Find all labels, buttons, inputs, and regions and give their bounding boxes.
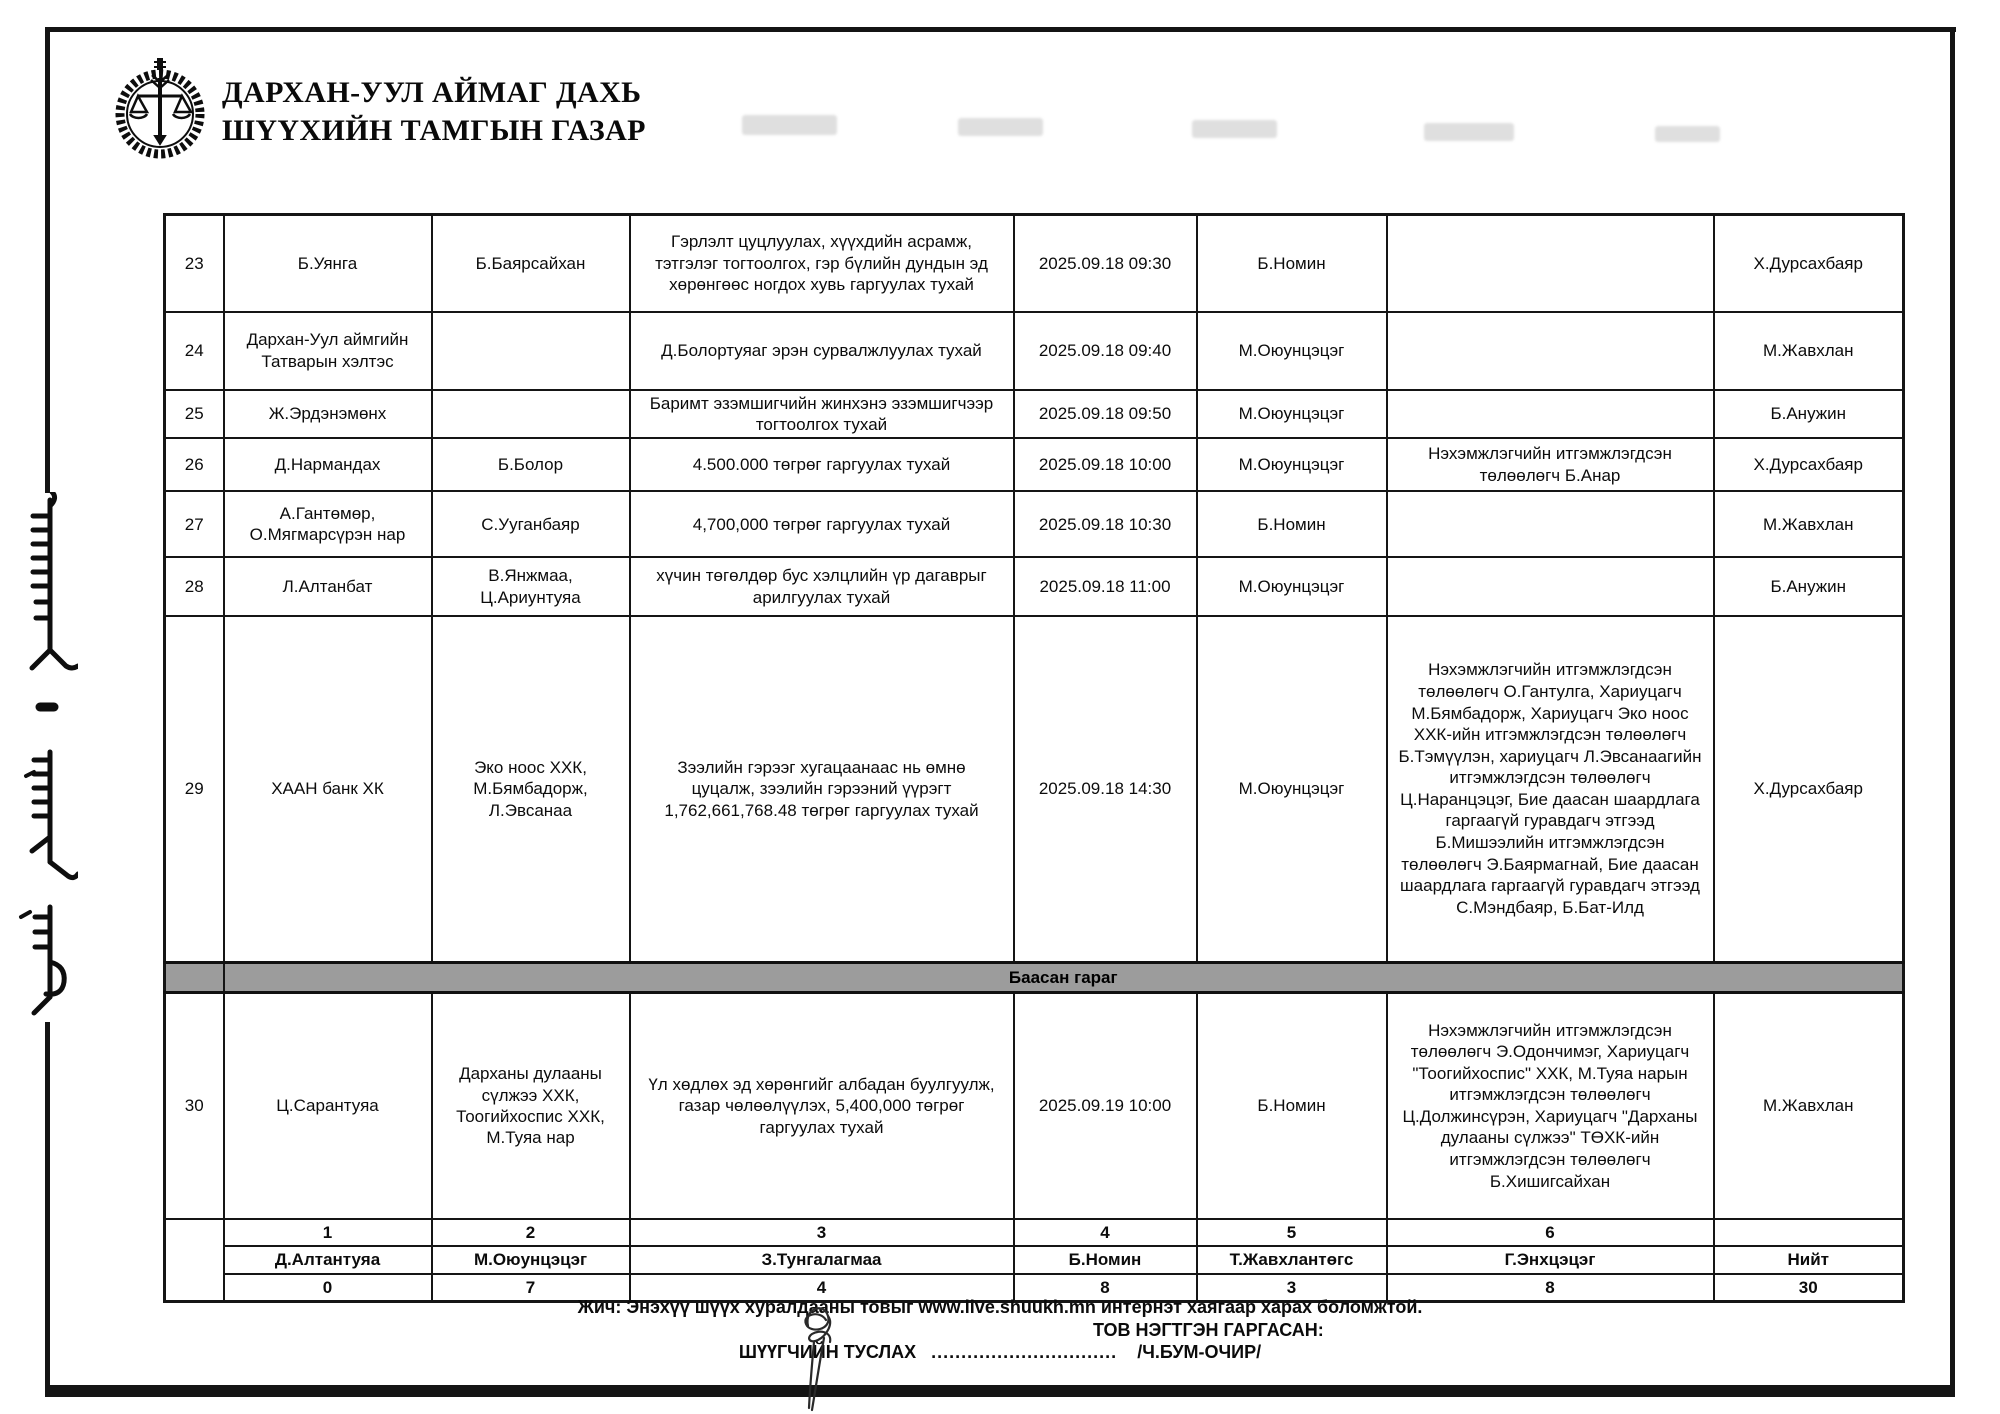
cell-no: 29 xyxy=(165,616,224,962)
cell-plaintiff: Ж.Эрдэнэмөнх xyxy=(224,390,432,439)
cell-representatives: Нэхэмжлэгчийн итгэмжлэгдсэн төлөөлөгч Э.Одончимэг, Хариуцагч "Тоогийхоспис" ХХК, М.Туяа нарын итгэмжлэгдсэн төлөөлөгч Ц.Должинсүрэн, Хариуцагч "Дарханы дулааны сүлжээ" ТӨХК-ийн итгэмжлэгдсэн төлөөлөгч Б.Хишигсайхан xyxy=(1387,992,1714,1219)
summary-count: 7 xyxy=(432,1274,630,1302)
cell-no: 23 xyxy=(165,215,224,312)
cell-no: 27 xyxy=(165,491,224,557)
cell-judge: М.Оюунцэцэг xyxy=(1197,557,1387,616)
summary-index: 6 xyxy=(1387,1219,1714,1246)
cell-subject: Үл хөдлөх эд хөрөнгийг албадан буулгуулж, газар чөлөөлүүлэх, 5,400,000 төгрөг гаргуулах тухай xyxy=(630,992,1014,1219)
cell-subject: 4,700,000 төгрөг гаргуулах тухай xyxy=(630,491,1014,557)
cell-representatives xyxy=(1387,215,1714,312)
cell-judge: М.Оюунцэцэг xyxy=(1197,390,1387,439)
cell-no: 26 xyxy=(165,438,224,491)
summary-index: 4 xyxy=(1014,1219,1197,1246)
table-row xyxy=(165,992,1904,1219)
cell-plaintiff: А.Гантөмөр, О.Мягмарсүрэн нар xyxy=(224,491,432,557)
cell-subject: 4.500.000 төгрөг гаргуулах тухай xyxy=(630,438,1014,491)
cell-datetime: 2025.09.18 09:50 xyxy=(1014,390,1197,439)
cell-subject: Зээлийн гэрээг хугацаанаас нь өмнө цуцалж, зээлийн гэрээний үүрэгт 1,762,661,768.48 төгрөг гаргуулах тухай xyxy=(630,616,1014,962)
cell-plaintiff: ХААН банк ХК xyxy=(224,616,432,962)
vertical-mongolian-script xyxy=(6,492,78,1022)
summary-index: 3 xyxy=(630,1219,1014,1246)
day-separator-row xyxy=(165,962,1904,992)
summary-count: 0 xyxy=(224,1274,432,1302)
org-title-line2: ШҮҮХИЙН ТАМГЫН ГАЗАР xyxy=(222,114,646,147)
footer-note: Жич: Энэхүү шүүх хуралдааны товыг www.live.shuukh.mn интернэт хаягаар харах боломжтой. xyxy=(577,1297,1423,1317)
summary-judge: Д.Алтантуяа xyxy=(224,1246,432,1273)
summary-judge: З.Тунгалагмаа xyxy=(630,1246,1014,1273)
court-emblem-icon xyxy=(110,56,210,164)
cell-datetime: 2025.09.18 10:30 xyxy=(1014,491,1197,557)
cell-secretary: Х.Дурсахбаяр xyxy=(1714,616,1904,962)
summary-total-label: Нийт xyxy=(1714,1246,1904,1273)
cell-defendant xyxy=(432,390,630,439)
cell-subject: Д.Болортуяаг эрэн сурвалжлуулах тухай xyxy=(630,312,1014,390)
cell-judge: М.Оюунцэцэг xyxy=(1197,616,1387,962)
summary-index: 2 xyxy=(432,1219,630,1246)
cell-secretary: Б.Анужин xyxy=(1714,557,1904,616)
cell-subject: хүчин төгөлдөр бус хэлцлийн үр дагаврыг арилгуулах тухай xyxy=(630,557,1014,616)
summary-judge: Г.Энхцэцэг xyxy=(1387,1246,1714,1273)
summary-judge: М.Оюунцэцэг xyxy=(432,1246,630,1273)
cell-representatives xyxy=(1387,312,1714,390)
summary-index-row xyxy=(165,1219,1904,1246)
cell-representatives xyxy=(1387,390,1714,439)
cell-defendant: С.Ууганбаяр xyxy=(432,491,630,557)
cell-datetime: 2025.09.19 10:00 xyxy=(1014,992,1197,1219)
table-row xyxy=(165,491,1904,557)
cell-secretary: М.Жавхлан xyxy=(1714,491,1904,557)
page-border-left-upper xyxy=(45,27,50,493)
assistant-title: ШҮҮГЧИЙН ТУСЛАХ xyxy=(738,1342,917,1362)
cell-no: 28 xyxy=(165,557,224,616)
cell-defendant: Б.Болор xyxy=(432,438,630,491)
scan-artifact xyxy=(1655,126,1720,142)
day-separator-spacer xyxy=(165,962,224,992)
cell-representatives: Нэхэмжлэгчийн итгэмжлэгдсэн төлөөлөгч О.Гантулга, Хариуцагч М.Бямбадорж, Хариуцагч Эко ноос ХХК-ийн итгэмжлэгдсэн төлөөлөгч Б.Тэмүүлэн, хариуцагч Л.Эвсанаагийн итгэмжлэгдсэн төлөөлөгч Ц.Наранцэцэг, Бие даасан шаардлага гаргаагүй гуравдагч этгээд Б.Мишээлийн итгэмжлэгдсэн төлөөлөгч Э.Баярмагнай, Бие даасан шаардлага гаргаагүй гуравдагч этгээд С.Мэндбаяр, Б.Бат-Илд xyxy=(1387,616,1714,962)
assistant-name: /Ч.БУМ-ОЧИР/ xyxy=(1137,1342,1262,1362)
cell-datetime: 2025.09.18 14:30 xyxy=(1014,616,1197,962)
cell-no: 24 xyxy=(165,312,224,390)
cell-defendant: Эко ноос ХХК, М.Бямбадорж, Л.Эвсанаа xyxy=(432,616,630,962)
table-row xyxy=(165,438,1904,491)
compiled-by-label: ТОВ НЭГТГЭН ГАРГАСАН: xyxy=(1093,1320,1324,1340)
signature-dotted-line: ............................... xyxy=(931,1342,1118,1362)
table-row xyxy=(165,312,1904,390)
cell-datetime: 2025.09.18 10:00 xyxy=(1014,438,1197,491)
cell-plaintiff: Б.Уянга xyxy=(224,215,432,312)
cell-datetime: 2025.09.18 09:30 xyxy=(1014,215,1197,312)
cell-representatives xyxy=(1387,491,1714,557)
summary-count: 3 xyxy=(1197,1274,1387,1302)
cell-datetime: 2025.09.18 09:40 xyxy=(1014,312,1197,390)
cell-defendant: В.Янжмаа, Ц.Ариунтуяа xyxy=(432,557,630,616)
cell-plaintiff: Ц.Сарантуяа xyxy=(224,992,432,1219)
cell-secretary: Х.Дурсахбаяр xyxy=(1714,438,1904,491)
cell-defendant: Б.Баярсайхан xyxy=(432,215,630,312)
summary-index: 5 xyxy=(1197,1219,1387,1246)
cell-subject: Баримт эзэмшигчийн жинхэнэ эзэмшигчээр тогтоолгох тухай xyxy=(630,390,1014,439)
cell-judge: М.Оюунцэцэг xyxy=(1197,438,1387,491)
cell-secretary: М.Жавхлан xyxy=(1714,992,1904,1219)
summary-index-blank xyxy=(1714,1219,1904,1246)
cell-judge: М.Оюунцэцэг xyxy=(1197,312,1387,390)
cell-judge: Б.Номин xyxy=(1197,491,1387,557)
table-row xyxy=(165,390,1904,439)
summary-total-count: 30 xyxy=(1714,1274,1904,1302)
cell-no: 30 xyxy=(165,992,224,1219)
summary-count: 8 xyxy=(1387,1274,1714,1302)
page-border-left-lower xyxy=(45,1022,50,1394)
hearing-schedule-table xyxy=(163,213,1905,1303)
table-row xyxy=(165,557,1904,616)
cell-defendant xyxy=(432,312,630,390)
summary-count: 8 xyxy=(1014,1274,1197,1302)
day-separator-label: Баасан гараг xyxy=(224,962,1904,992)
summary-judge-row xyxy=(165,1246,1904,1273)
cell-representatives xyxy=(1387,557,1714,616)
cell-plaintiff: Д.Нармандах xyxy=(224,438,432,491)
org-title xyxy=(222,74,646,150)
scan-artifact xyxy=(742,115,837,135)
cell-subject: Гэрлэлт цуцлуулах, хүүхдийн асрамж, тэтгэлэг тогтоолгох, гэр бүлийн дундын эд хөрөнгөөс ногдох хувь гаргуулах тухай xyxy=(630,215,1014,312)
cell-no: 25 xyxy=(165,390,224,439)
cell-plaintiff: Л.Алтанбат xyxy=(224,557,432,616)
cell-judge: Б.Номин xyxy=(1197,992,1387,1219)
cell-representatives: Нэхэмжлэгчийн итгэмжлэгдсэн төлөөлөгч Б.Анар xyxy=(1387,438,1714,491)
summary-index: 1 xyxy=(224,1219,432,1246)
scan-artifact xyxy=(958,118,1043,136)
page-border-top xyxy=(45,27,1956,32)
cell-secretary: Б.Анужин xyxy=(1714,390,1904,439)
org-title-line1: ДАРХАН-УУЛ АЙМАГ ДАХЬ xyxy=(222,76,642,109)
cell-secretary: Х.Дурсахбаяр xyxy=(1714,215,1904,312)
table-row xyxy=(165,215,1904,312)
summary-judge: Т.Жавхлантөгс xyxy=(1197,1246,1387,1273)
table-row xyxy=(165,616,1904,962)
cell-datetime: 2025.09.18 11:00 xyxy=(1014,557,1197,616)
assistant-signature-line xyxy=(0,1342,2000,1363)
summary-count: 4 xyxy=(630,1274,1014,1302)
page-border-bottom-bar xyxy=(45,1385,1955,1397)
cell-plaintiff: Дархан-Уул аймгийн Татварын хэлтэс xyxy=(224,312,432,390)
signature xyxy=(762,1298,872,1414)
scan-artifact xyxy=(1192,120,1277,138)
page-border-right xyxy=(1950,27,1955,1394)
scan-artifact xyxy=(1424,123,1514,141)
summary-judge: Б.Номин xyxy=(1014,1246,1197,1273)
cell-secretary: М.Жавхлан xyxy=(1714,312,1904,390)
cell-judge: Б.Номин xyxy=(1197,215,1387,312)
cell-defendant: Дарханы дулааны сүлжээ ХХК, Тоогийхоспис ХХК, М.Туяа нар xyxy=(432,992,630,1219)
summary-spacer xyxy=(165,1219,224,1301)
